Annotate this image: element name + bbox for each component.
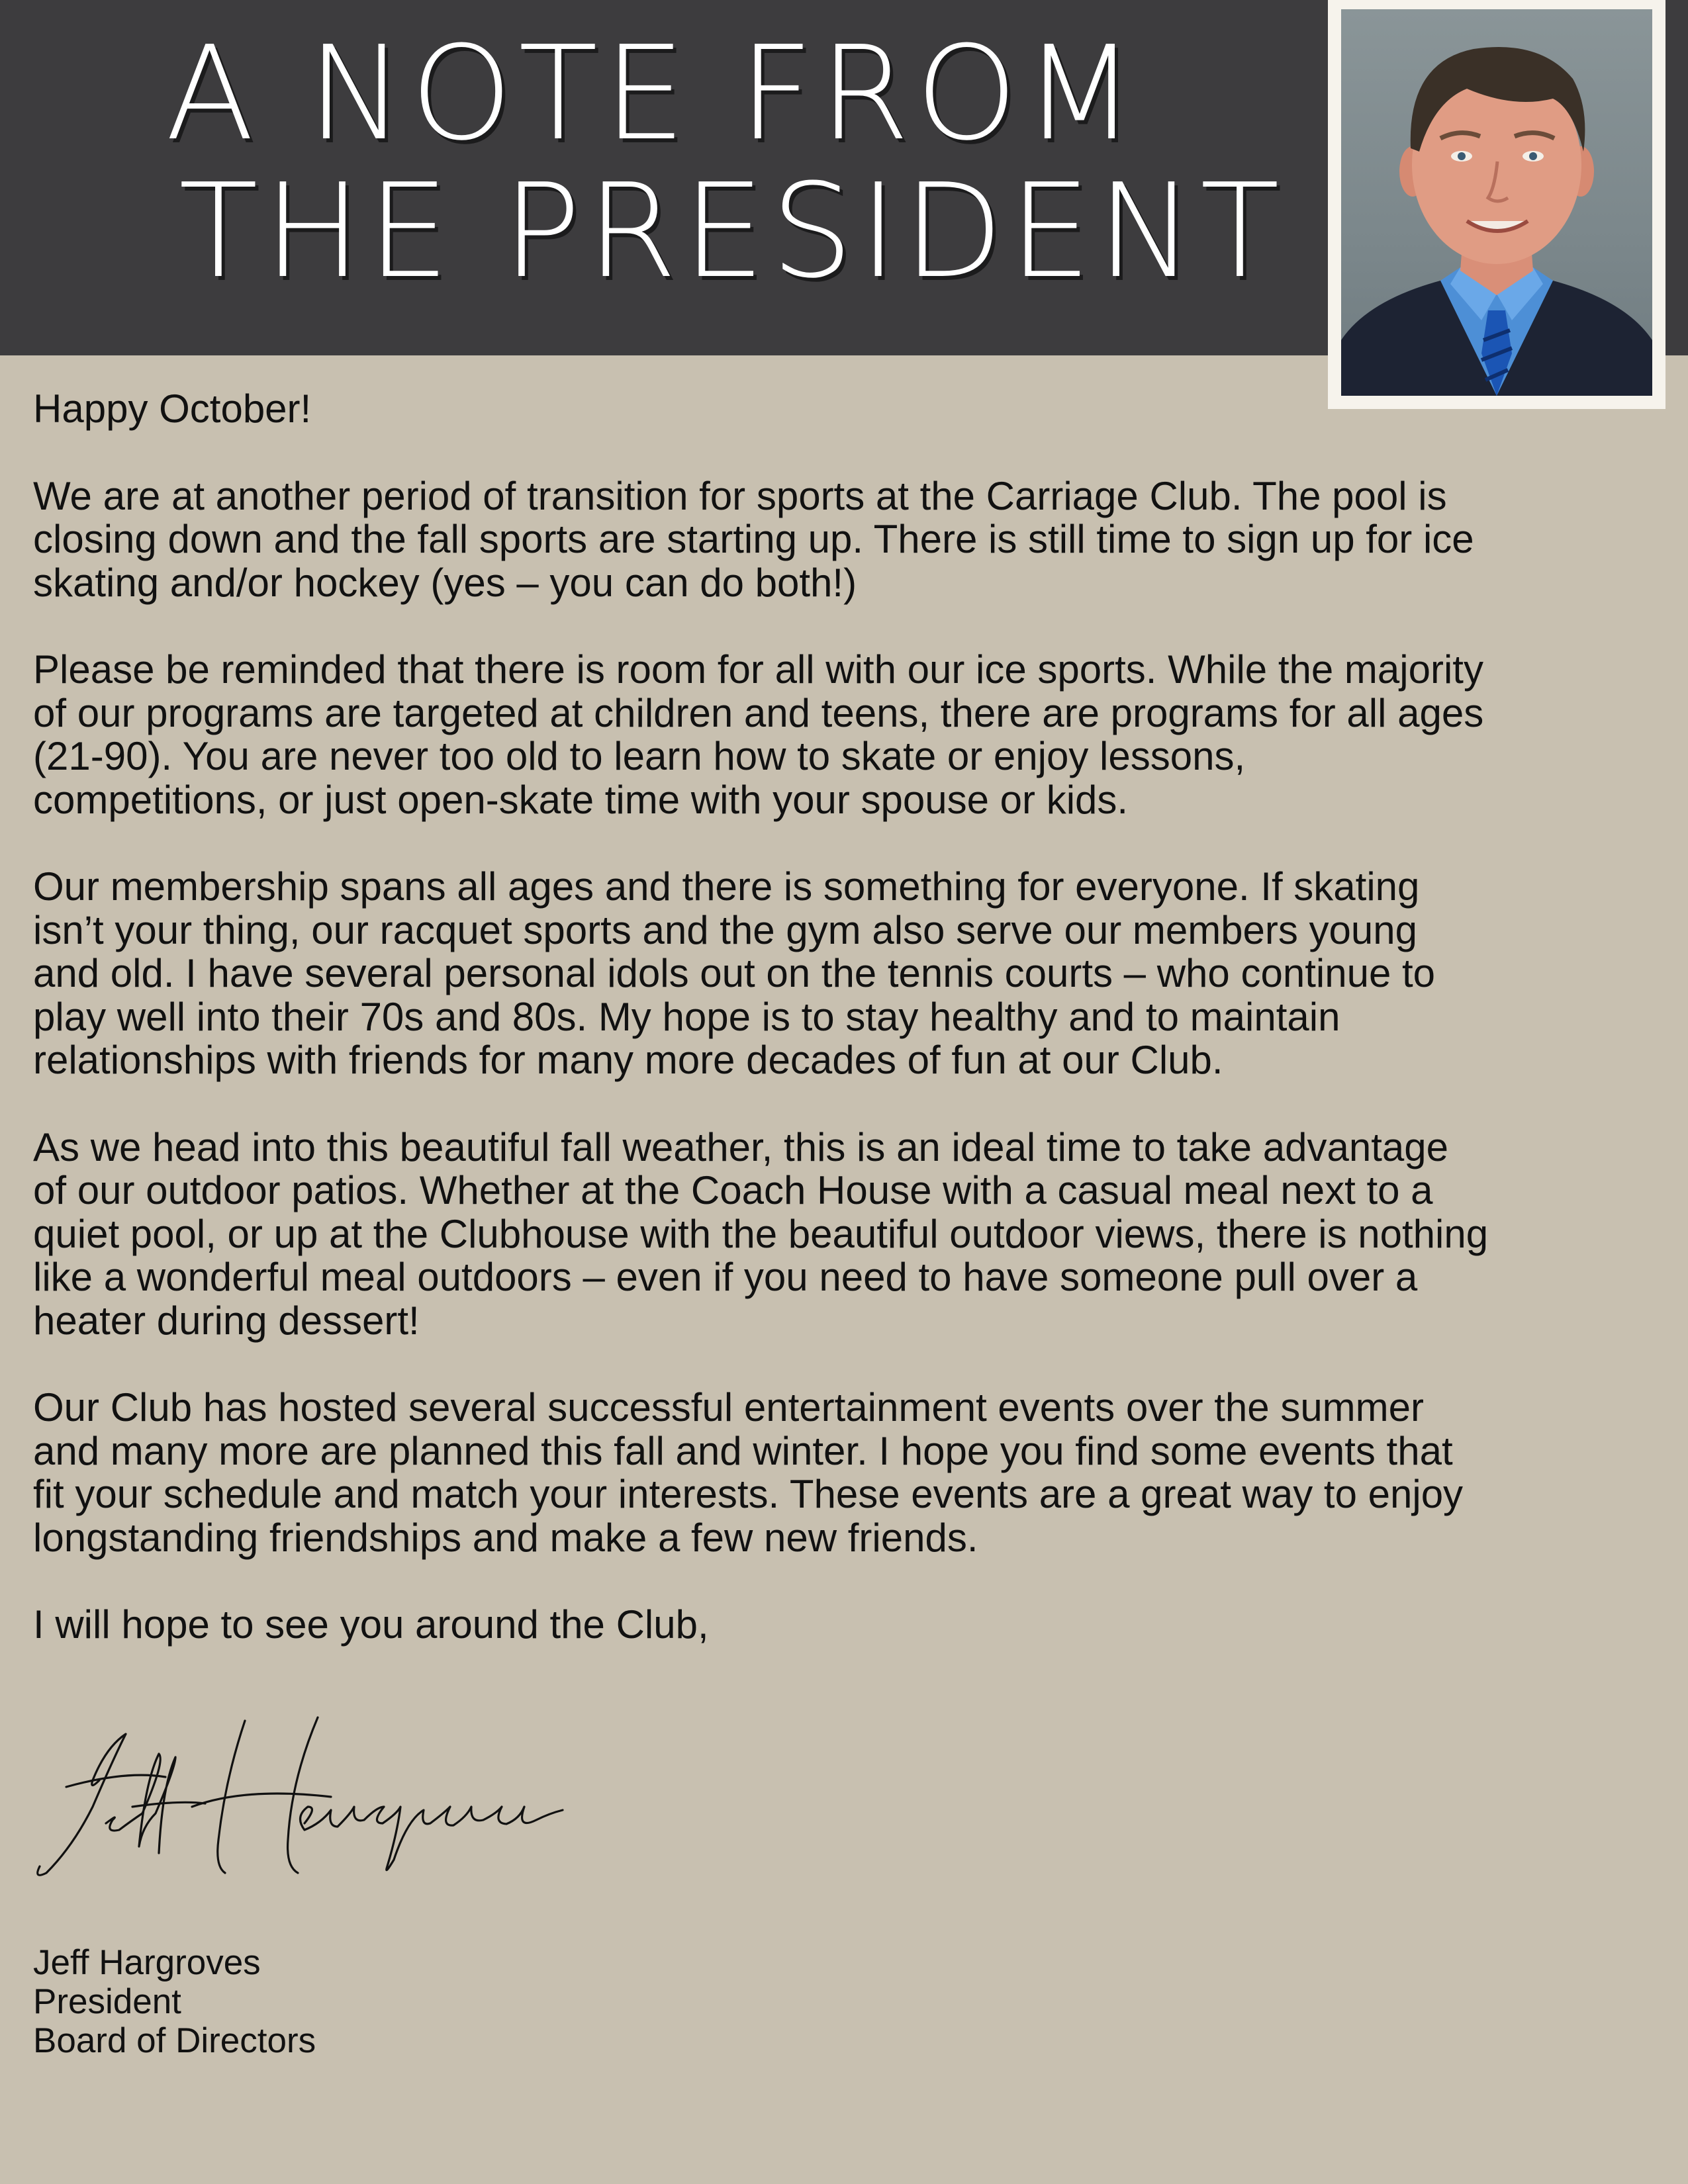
president-portrait-photo [1341, 9, 1652, 396]
title-line-2: THE PRESIDENT [179, 156, 1286, 307]
paragraph-ice-sports: Please be reminded that there is room for all with our ice sports. While the majority of our programs are targeted at children and teens, there are programs for all ages (21-90). You are never too old to learn how to skate or enjoy lessons, competitions, or just open-skate time with your spouse or kids. [33, 647, 1484, 822]
closing-line: I will hope to see you around the Club, [33, 1602, 709, 1647]
paragraph-outdoor-patios: As we head into this beautiful fall weather, this is an ideal time to take advantage of our outdoor patios. Whether at the Coach House with a casual meal next to a quiet pool, or up at the Clubhouse with the beautiful outdoor views, there is nothing like a wonderful meal outdoors – even if you need to have someone pull over a heater during dessert! [33, 1124, 1489, 1343]
signature-graphic [26, 1707, 569, 1886]
letter-body [33, 387, 1622, 1647]
paragraph-events: Our Club has hosted several successful entertainment events over the summer and many more are planned this fall and winter. I hope you find some events that fit your schedule and match your interests. These events are a great way to enjoy longstanding friendships and make a few new friends. [33, 1385, 1464, 1560]
handwritten-signature [26, 1707, 569, 1886]
title-line-1: A NOTE FROM [165, 19, 1142, 169]
paragraph-membership: Our membership spans all ages and there is something for everyone. If skating isn’t your thing, our racquet sports and the gym also serve our members young and old. I have several personal idols out on the tennis courts – who continue to play well into their 70s and 80s. My hope is to stay healthy and to maintain relationships with friends for many more decades of fun at our Club. [33, 864, 1436, 1082]
sign-off-block [33, 1943, 316, 2060]
portrait-frame [1328, 0, 1665, 409]
portrait-illustration [1341, 9, 1652, 396]
greeting: Happy October! [33, 387, 312, 431]
paragraph-transition: We are at another period of transition for sports at the Carriage Club. The pool is closing down and the fall sports are starting up. There is still time to sign up for ice skating and/or hockey (yes – you can do both!) [33, 473, 1474, 605]
signer-title: President [33, 1982, 181, 2021]
signer-organization: Board of Directors [33, 2021, 316, 2060]
signer-name: Jeff Hargroves [33, 1943, 261, 1982]
page-title [165, 19, 1286, 307]
